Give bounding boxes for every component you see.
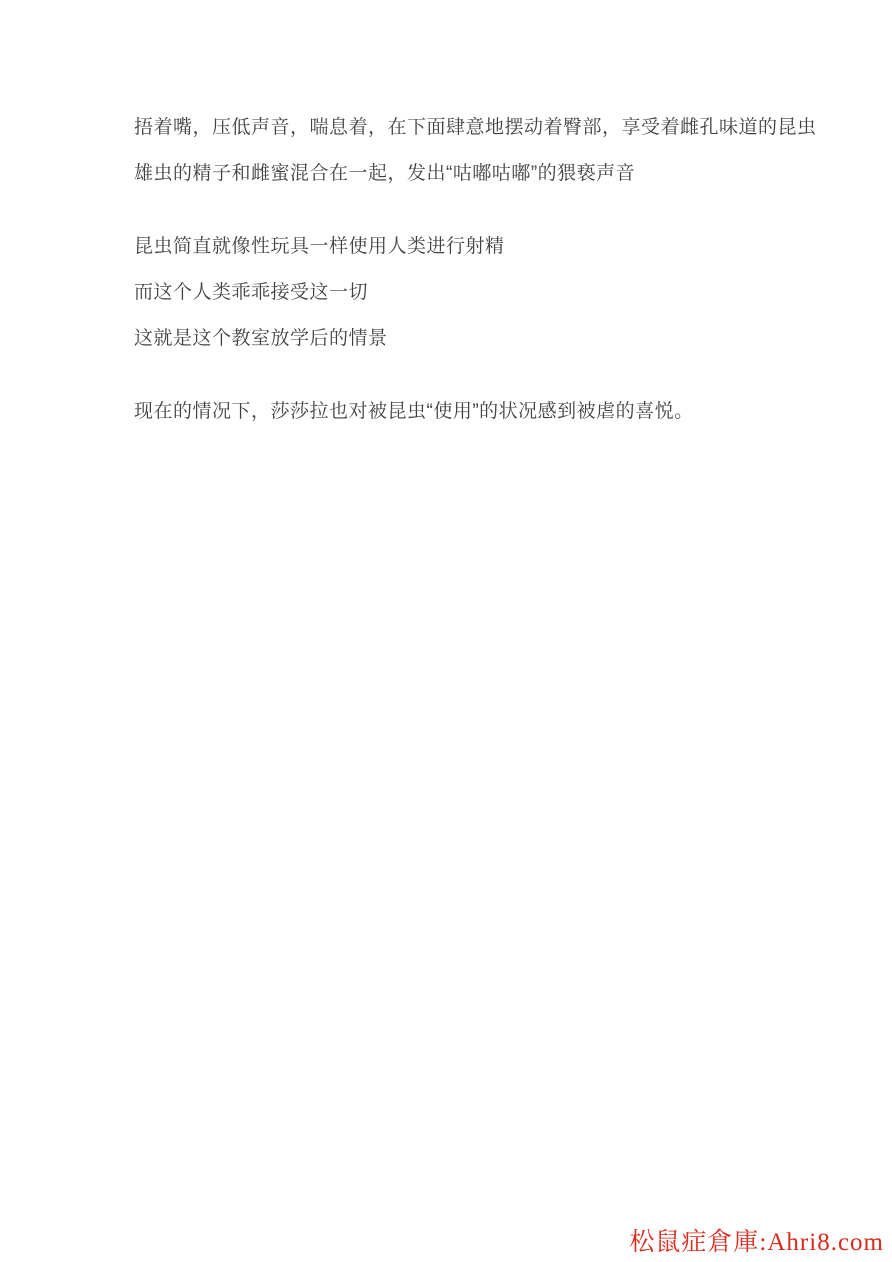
text-line-5: 这就是这个教室放学后的情景 <box>134 328 388 349</box>
text-line-2: 雄虫的精子和雌蜜混合在一起，发出“咕嘟咕嘟”的猥亵声音 <box>134 163 636 184</box>
text-line-3: 昆虫简直就像性玩具一样使用人类进行射精 <box>134 236 505 257</box>
site-watermark: 松鼠症倉庫:Ahri8.com <box>629 1229 884 1256</box>
text-content <box>134 116 817 446</box>
text-line-1: 捂着嘴，压低声音，喘息着，在下面肆意地摆动着臀部，享受着雌孔味道的昆虫 <box>134 117 817 138</box>
text-line-6: 现在的情况下，莎莎拉也对被昆虫“使用”的状况感到被虐的喜悦。 <box>134 401 694 422</box>
text-line-4: 而这个人类乖乖接受这一切 <box>134 282 369 303</box>
